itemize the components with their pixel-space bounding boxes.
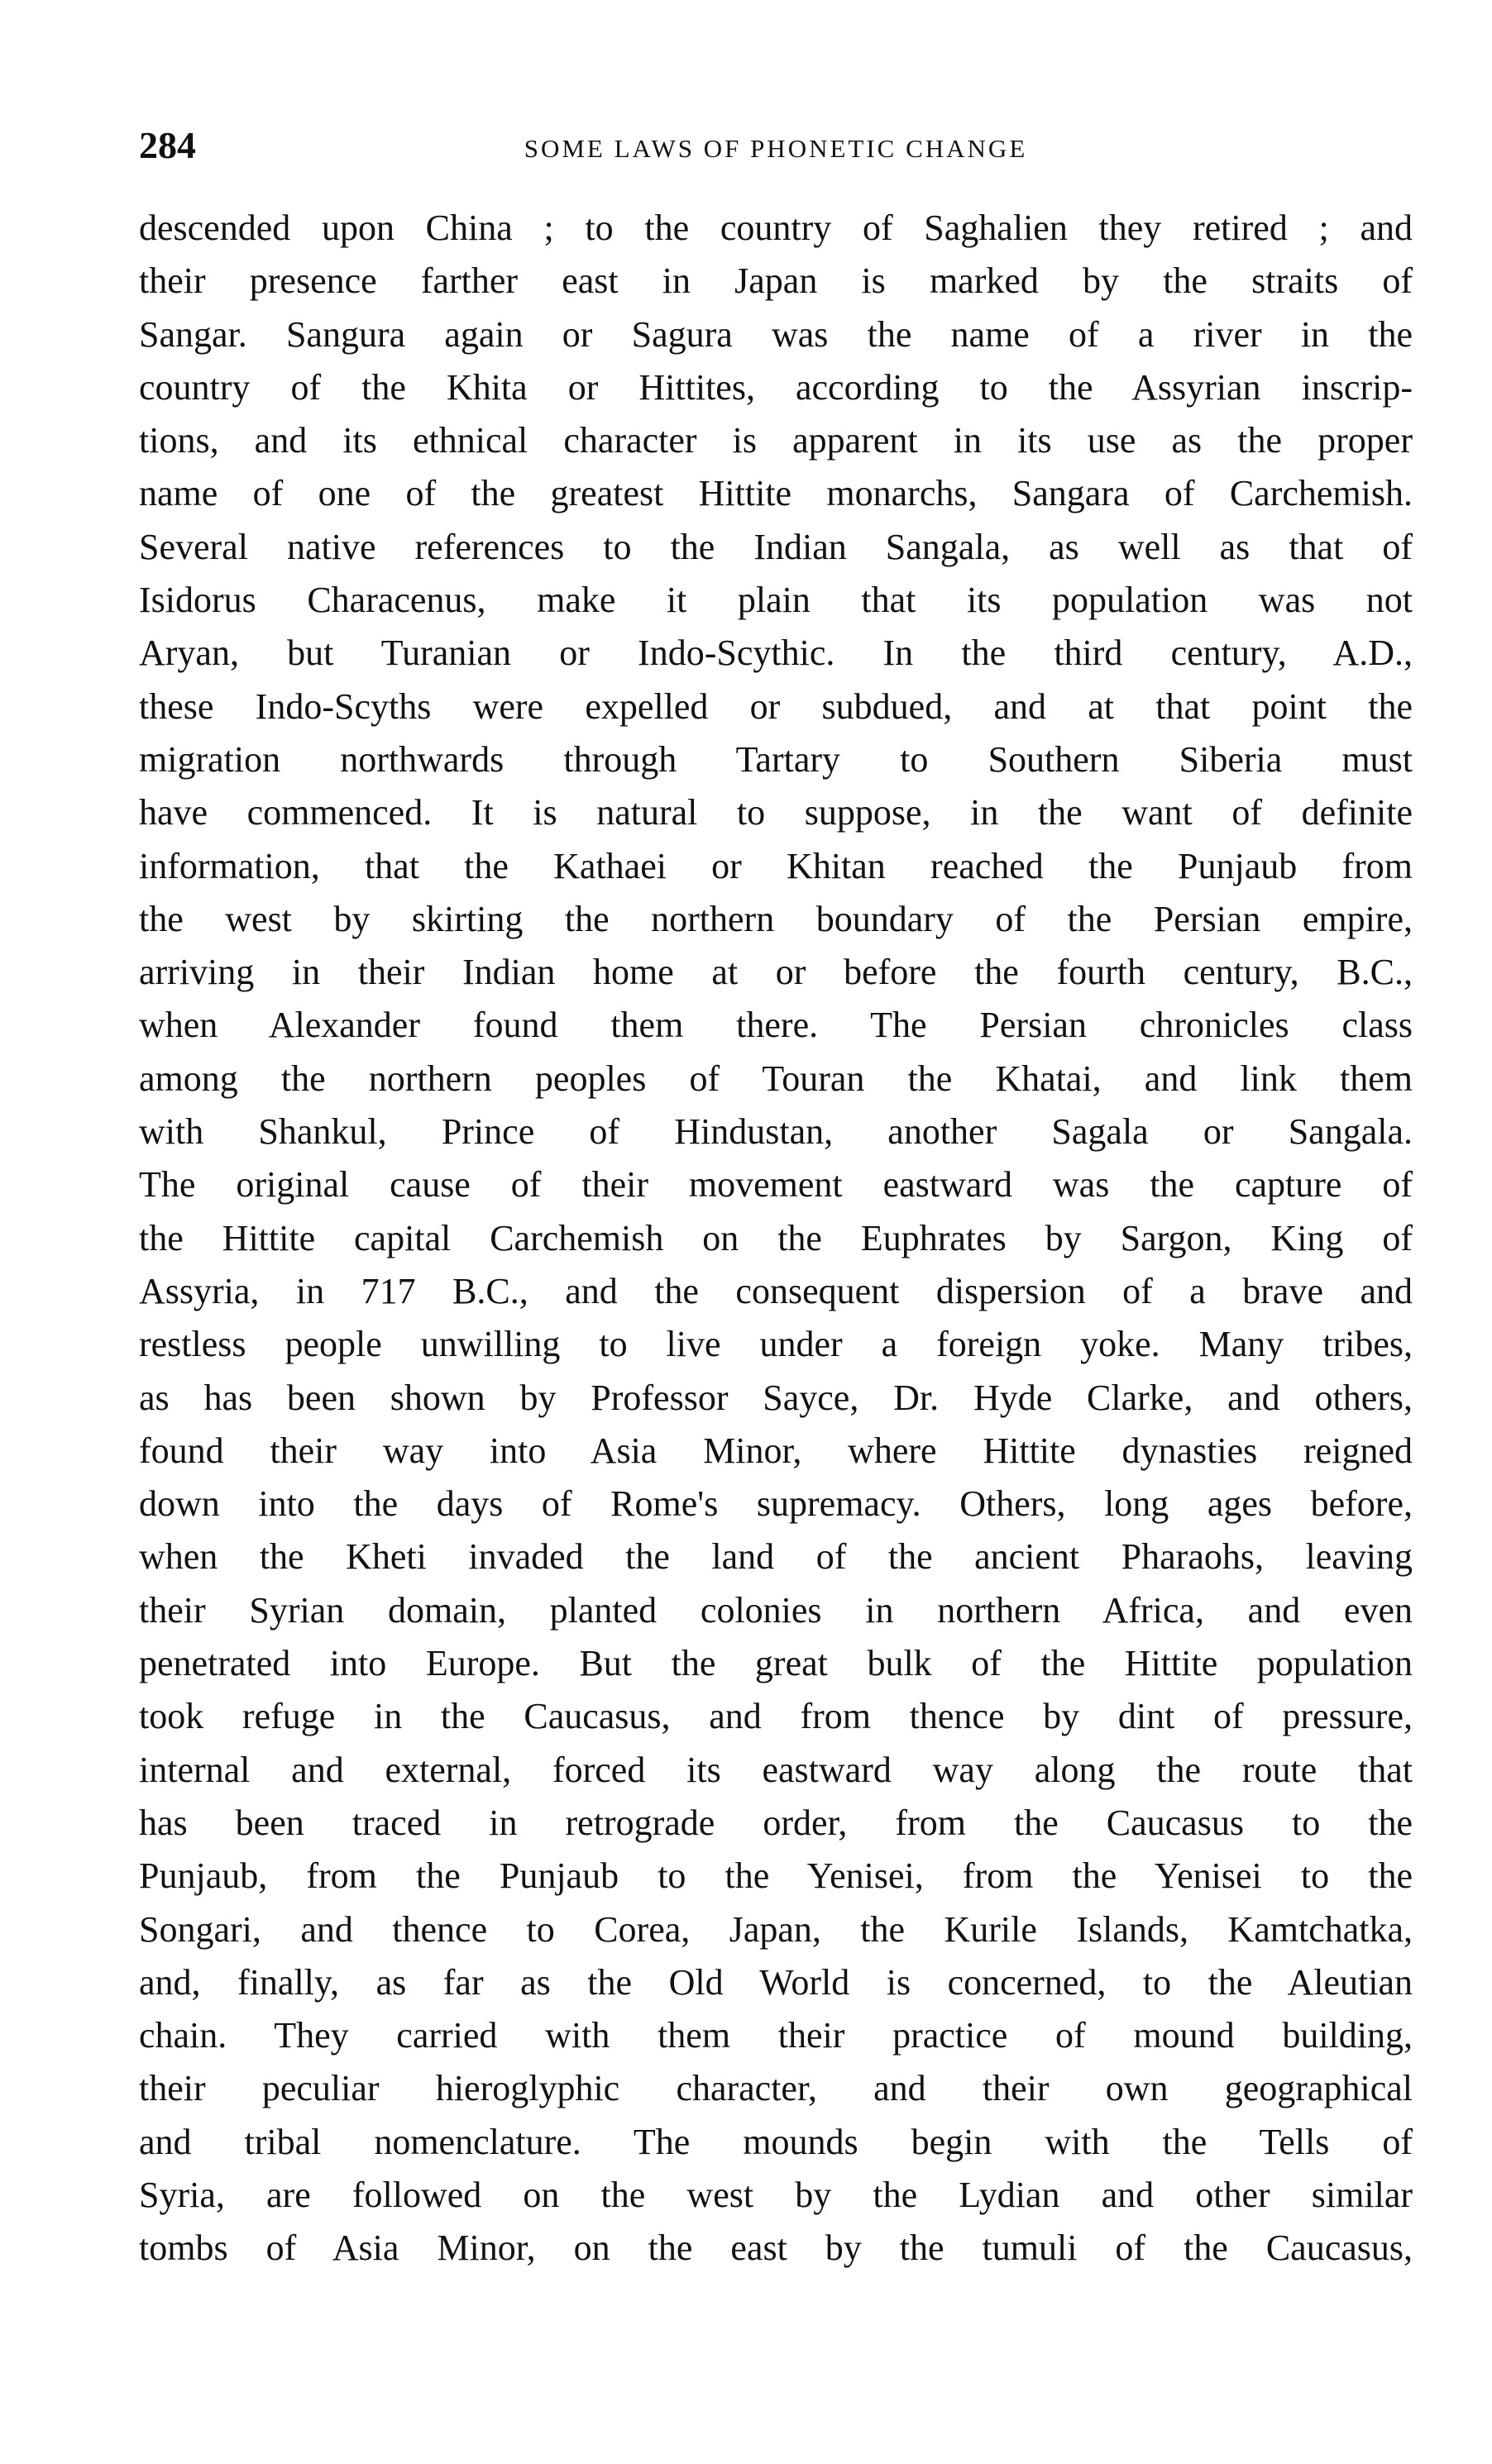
text-line: when Alexander found them there. The Persian chronicles class bbox=[139, 1005, 1413, 1046]
text-line: their peculiar hieroglyphic character, and their own geographical bbox=[139, 2068, 1413, 2109]
text-line: have commenced. It is natural to suppose, in the want of definite bbox=[139, 792, 1413, 833]
page-header bbox=[139, 121, 1413, 170]
text-line: found their way into Asia Minor, where Hittite dynasties reigned bbox=[139, 1430, 1413, 1471]
text-line: with Shankul, Prince of Hindustan, another Sagala or Sangala. bbox=[139, 1111, 1413, 1153]
text-line: descended upon China ; to the country of Saghalien they retired ; and bbox=[139, 208, 1413, 248]
text-line: among the northern peoples of Touran the Khatai, and link them bbox=[139, 1058, 1413, 1099]
text-line: country of the Khita or Hittites, according to the Assyrian inscrip- bbox=[139, 366, 1413, 408]
text-line: penetrated into Europe. But the great bulk of the Hittite population bbox=[139, 1643, 1413, 1684]
text-line: their Syrian domain, planted colonies in northern Africa, and even bbox=[139, 1589, 1413, 1631]
text-line: Syria, are followed on the west by the Lydian and other similar bbox=[139, 2174, 1413, 2215]
text-line: has been traced in retrograde order, from the Caucasus to the bbox=[139, 1802, 1413, 1843]
text-line: their presence farther east in Japan is marked by the straits of bbox=[139, 260, 1413, 302]
text-line: Aryan, but Turanian or Indo-Scythic. In the third century, A.D., bbox=[139, 633, 1413, 674]
text-line: the Hittite capital Carchemish on the Euphrates by Sargon, King of bbox=[139, 1217, 1413, 1258]
text-line: the west by skirting the northern boundary of the Persian empire, bbox=[139, 898, 1413, 939]
text-line: as has been shown by Professor Sayce, Dr. Hyde Clarke, and others, bbox=[139, 1377, 1413, 1418]
text-line: internal and external, forced its eastward way along the route that bbox=[139, 1749, 1413, 1790]
text-line: Songari, and thence to Corea, Japan, the Kurile Islands, Kamtchatka, bbox=[139, 1908, 1413, 1950]
text-line: and tribal nomenclature. The mounds begin with the Tells of bbox=[139, 2121, 1413, 2162]
text-line: Several native references to the Indian Sangala, as well as that of bbox=[139, 526, 1413, 567]
text-line: chain. They carried with them their practice of mound building, bbox=[139, 2015, 1413, 2056]
text-line: Assyria, in 717 B.C., and the consequent dispersion of a brave and bbox=[139, 1270, 1413, 1311]
text-line: restless people unwilling to live under a foreign yoke. Many tribes, bbox=[139, 1324, 1413, 1365]
text-line: when the Kheti invaded the land of the ancient Pharaohs, leaving bbox=[139, 1536, 1413, 1578]
text-line: migration northwards through Tartary to Southern Siberia must bbox=[139, 738, 1413, 780]
text-line: arriving in their Indian home at or before the fourth century, B.C., bbox=[139, 952, 1413, 993]
text-line: The original cause of their movement eastward was the capture of bbox=[139, 1164, 1413, 1206]
text-line: down into the days of Rome's supremacy. Others, long ages before, bbox=[139, 1483, 1413, 1525]
text-line: name of one of the greatest Hittite monarchs, Sangara of Carchemish. bbox=[139, 473, 1413, 514]
body-text bbox=[139, 202, 1413, 2275]
text-line: information, that the Kathaei or Khitan reached the Punjaub from bbox=[139, 845, 1413, 886]
text-line: tions, and its ethnical character is apparent in its use as the proper bbox=[139, 420, 1413, 461]
text-line: took refuge in the Caucasus, and from thence by dint of pressure, bbox=[139, 1696, 1413, 1737]
text-line: these Indo-Scyths were expelled or subdued, and at that point the bbox=[139, 685, 1413, 727]
text-line: Isidorus Characenus, make it plain that its population was not bbox=[139, 580, 1413, 621]
text-line: Sangar. Sangura again or Sagura was the name of a river in the bbox=[139, 313, 1413, 355]
text-line: and, finally, as far as the Old World is concerned, to the Aleutian bbox=[139, 1961, 1413, 2003]
text-line: Punjaub, from the Punjaub to the Yenisei, from the Yenisei to the bbox=[139, 1855, 1413, 1897]
text-line: tombs of Asia Minor, on the east by the tumuli of the Caucasus, bbox=[139, 2228, 1413, 2269]
page-number: 284 bbox=[139, 124, 196, 166]
running-head: SOME LAWS OF PHONETIC CHANGE bbox=[524, 134, 1028, 163]
